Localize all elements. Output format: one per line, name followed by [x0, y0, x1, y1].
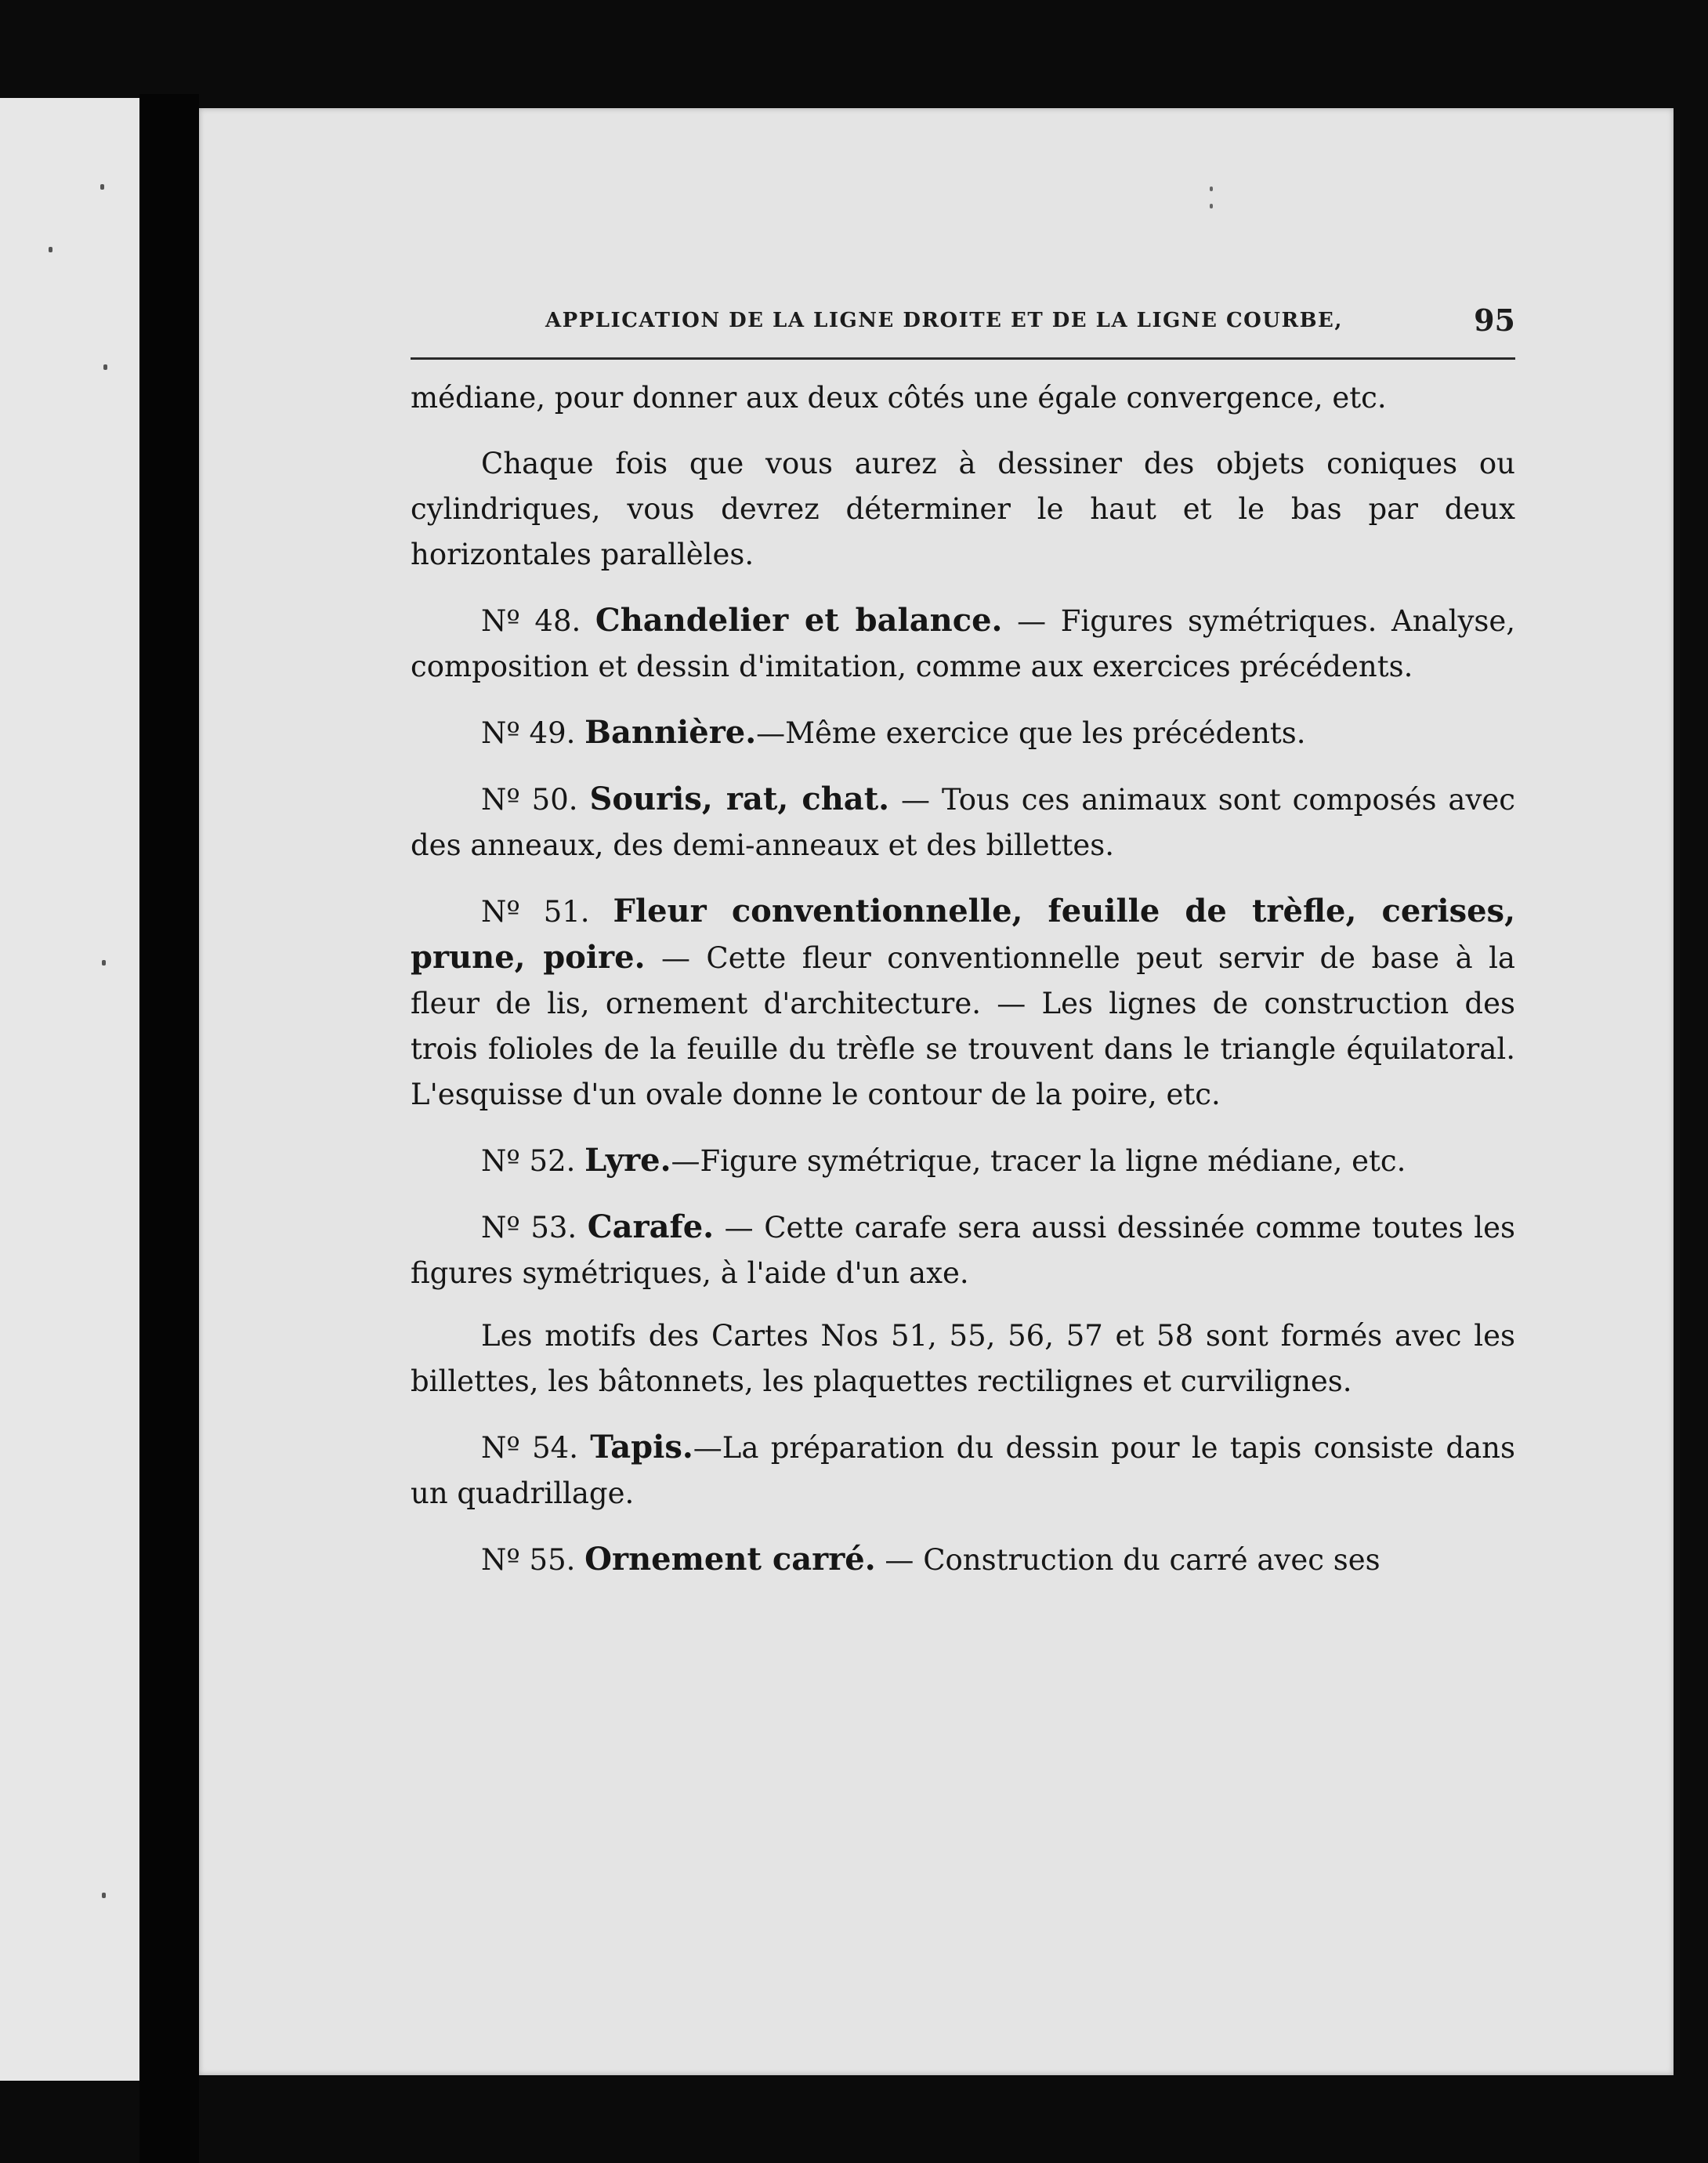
- scanned-page: [199, 108, 1674, 2075]
- entry-title: Tapis.: [590, 1429, 693, 1466]
- entry-number: Nº 49.: [481, 716, 576, 750]
- paper-speck: [1210, 187, 1213, 191]
- paragraph: [411, 1313, 1515, 1404]
- paragraph-text: Les motifs des Cartes Nos 51, 55, 56, 57 et 58 sont formés avec les billettes, les bâtonnets, les plaquettes rectilignes et curvilignes.: [411, 1319, 1515, 1398]
- paragraph: [411, 441, 1515, 578]
- running-title: APPLICATION DE LA LIGNE DROITE ET DE LA LIGNE COURBE,: [545, 309, 1343, 332]
- paragraph-text: Chaque fois que vous aurez à dessiner des objets coniques ou cylindriques, vous devrez déterminer le haut et le bas par deux horizontales parallèles.: [411, 447, 1515, 571]
- page-number: 95: [1474, 303, 1515, 338]
- entry-number: Nº 55.: [481, 1543, 576, 1577]
- entry-text: — Cette fleur conventionnelle peut servir de base à la fleur de lis, ornement d'architecture. — Les lignes de construction des trois folioles de la feuille du trèfle se trouvent dans le triangle équilatoral. L'esquisse d'un ovale donne le contour de la poire, etc.: [411, 941, 1515, 1111]
- entry-text: — Cette carafe sera aussi dessinée comme toutes les figures symétriques, à l'aide d'un axe.: [411, 1211, 1515, 1290]
- entry-title: Souris, rat, chat.: [589, 781, 890, 817]
- entry-49: [411, 710, 1515, 756]
- entry-52: [411, 1138, 1515, 1184]
- paper-speck: [102, 1893, 106, 1898]
- entry-text: —Même exercice que les précédents.: [756, 716, 1306, 750]
- entry-50: [411, 777, 1515, 868]
- entry-54: [411, 1425, 1515, 1516]
- paper-speck: [1210, 204, 1213, 208]
- entry-number: Nº 51.: [481, 895, 590, 929]
- entry-title: Carafe.: [587, 1208, 715, 1245]
- entry-text: —La préparation du dessin pour le tapis consiste dans un quadrillage.: [411, 1431, 1515, 1510]
- paper-speck: [100, 184, 104, 190]
- entry-48: [411, 598, 1515, 690]
- entry-text: —Figure symétrique, tracer la ligne médiane, etc.: [671, 1144, 1406, 1178]
- entry-53: [411, 1205, 1515, 1296]
- entry-title: Lyre.: [584, 1142, 671, 1179]
- body-text: [411, 375, 1515, 1583]
- entry-text: — Construction du carré avec ses: [875, 1543, 1381, 1577]
- book-gutter: [139, 94, 199, 2163]
- paper-speck: [49, 247, 52, 252]
- entry-55: [411, 1537, 1515, 1583]
- entry-number: Nº 53.: [481, 1211, 577, 1245]
- entry-text: — Tous ces animaux sont composés avec des anneaux, des demi-anneaux et des billettes.: [411, 783, 1516, 862]
- paper-speck: [102, 960, 106, 966]
- entry-title: Ornement carré.: [584, 1541, 876, 1578]
- entry-title: Fleur conventionnelle, feuille de trèfle, cerises, prune, poire.: [411, 893, 1515, 976]
- paper-speck: [103, 364, 107, 370]
- entry-title: Bannière.: [584, 714, 757, 751]
- entry-title: Chandelier et balance.: [595, 602, 1003, 639]
- entry-number: Nº 48.: [481, 604, 581, 638]
- entry-51: [411, 889, 1515, 1118]
- facing-page-edge: [0, 98, 139, 2081]
- running-head: [411, 303, 1515, 350]
- paragraph-text: médiane, pour donner aux deux côtés une égale convergence, etc.: [411, 381, 1387, 415]
- page-content: [411, 303, 1515, 1603]
- entry-number: Nº 54.: [481, 1431, 578, 1465]
- header-rule: [411, 357, 1515, 360]
- paragraph: [411, 375, 1515, 421]
- entry-text: — Figures symétriques. Analyse, composition et dessin d'imitation, comme aux exercices précédents.: [411, 604, 1515, 683]
- entry-number: Nº 52.: [481, 1144, 576, 1178]
- entry-number: Nº 50.: [481, 783, 578, 817]
